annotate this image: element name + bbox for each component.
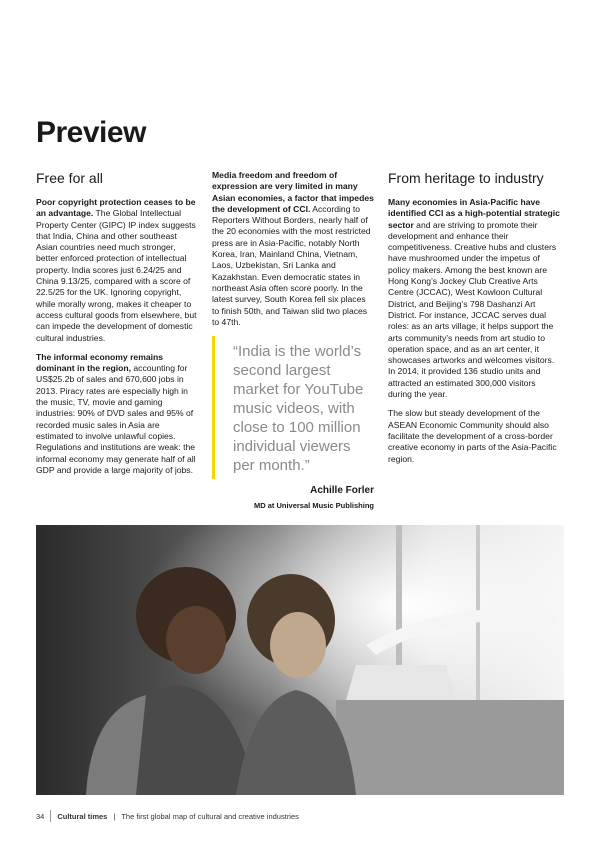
paragraph — [212, 170, 374, 328]
quote-attribution — [212, 485, 374, 512]
column-media-freedom — [212, 170, 374, 512]
paragraph-lead: The informal economy remains dominant in the region, — [36, 351, 164, 374]
page-footer — [36, 810, 299, 822]
footer-divider — [50, 810, 51, 822]
paragraph-lead: Media freedom and freedom of expression are very limited in many Asian economies, a factor that impedes the development of CCI. — [212, 170, 374, 214]
paragraph — [36, 352, 198, 476]
paragraph — [388, 197, 560, 400]
section-heading: From heritage to industry — [388, 170, 544, 186]
quote-author: Achille Forler — [310, 485, 374, 497]
footer-tagline: The first global map of cultural and creative industries — [121, 811, 299, 821]
paragraph-lead: Many economies in Asia-Pacific have identified CCI as a high-potential strategic sector — [388, 197, 560, 230]
section-heading: Free for all — [36, 170, 103, 186]
column-heritage-to-industry — [388, 170, 560, 473]
paragraph: The slow but steady development of the ASEAN Economic Community should also facilitate the development of a cross-border creative economy in parts of the Asia-Pacific region. — [388, 408, 557, 464]
photo-two-women — [36, 525, 564, 795]
quote-text: “India is the world’s second largest market for YouTube music videos, with close to 100 million individual viewers per month.” — [233, 343, 364, 475]
paragraph-body: According to Reporters Without Borders, nearly half of the 20 economies with the most restricted press are in Asia-Pacific, notably North Korea, Iran, Mainland China, Vietnam, Laos, Uzbekistan, Sri Lanka and Kazakhstan. Even democratic states in northeast Asia often score poorly. In the latest survey, South Korea fell six places to finish 50th, and Taiwan slid two places to 47th. — [212, 203, 371, 327]
page-number: 34 — [36, 811, 45, 821]
quote-author-role: MD at Universal Music Publishing — [253, 501, 374, 511]
paragraph — [36, 197, 198, 344]
paragraph-body: The Global Intellectual Property Center (GIPC) IP index suggests that India, China and other southeast Asian countries need much stronger, better enforced protection of intellectual property. India scores just 6.24/25 and China 9.13/25, compared with a score of 22.5/25 for the UK. Ignoring copyright, while morally wrong, makes it cheaper to access cultural goods from elsewhere, but can impede the development of domestic cultural industries. — [36, 208, 197, 343]
paragraph-body: accounting for US$25.2b of sales and 670,600 jobs in 2013. Piracy rates are especially high in the music, TV, movie and gaming industries: 90% of DVD sales and 95% of recorded music sales in Asia are estimated to involve unlawful copies. Regulations and institutions are weak: the informal economy may generate half of all GDP and provide a large majority of jobs. — [36, 363, 196, 475]
page-title: Preview — [36, 116, 146, 149]
column-free-for-all — [36, 170, 198, 484]
pull-quote — [212, 336, 374, 479]
paragraph-lead: Poor copyright protection ceases to be an advantage. — [36, 197, 196, 219]
photo-illustration — [36, 525, 564, 795]
footer-brand: Cultural times — [57, 811, 108, 821]
paragraph-body: and are striving to promote their development and enhance their competitiveness. Creative hubs and clusters have mushroomed under the impetus of policy makers. Among the best known are Hong Kong’s Jockey Club Creative Arts Centre (JCCAC), West Kowloon Cultural District, and Beijing’s 798 Dashanzi Art District. For instance, JCCAC serves dual roles: as an arts village, it helps support the arts community’s needs from art studio to operation space, and as an art center, it showcases artworks and welcomes visitors. In 2014, it provided 136 studio units and attracted an estimated 300,000 visitors during the year. — [388, 219, 557, 400]
footer-divider-bar: | — [113, 811, 116, 821]
